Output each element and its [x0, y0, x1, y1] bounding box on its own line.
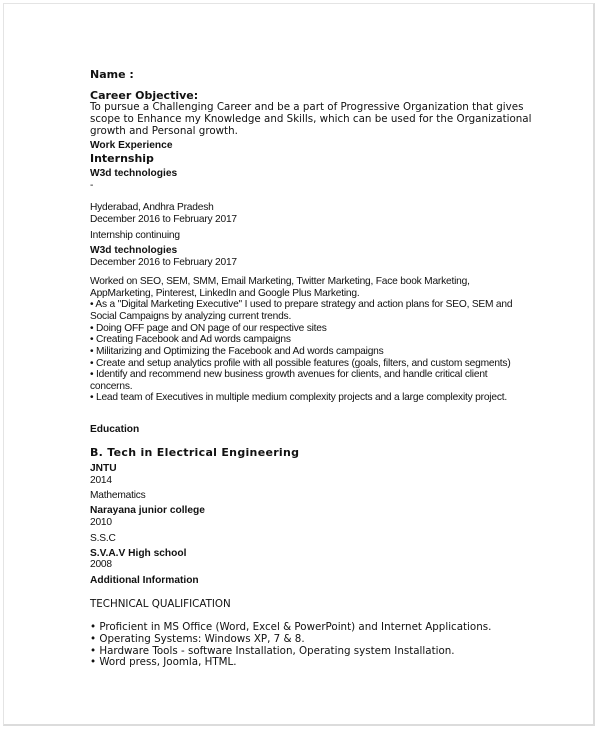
internship-heading: Internship	[90, 152, 154, 165]
education-year: 2014	[90, 475, 112, 486]
objective-line: scope to Enhance my Knowledge and Skills, which can be used for the Organizational	[90, 113, 532, 125]
education-year: 2010	[90, 517, 112, 528]
degree-title: B. Tech in Electrical Engineering	[90, 446, 300, 459]
objective-line: growth and Personal growth.	[90, 125, 238, 137]
job-description-line: • Militarizing and Optimizing the Facebook and Ad words campaigns	[90, 346, 384, 357]
objective-line: To pursue a Challenging Career and be a part of Progressive Organization that gives	[90, 101, 524, 113]
resume-page	[3, 3, 595, 726]
qualification-item: • Word press, Joomla, HTML.	[90, 656, 237, 668]
work-experience-heading: Work Experience	[90, 140, 173, 151]
job-description-line: concerns.	[90, 381, 133, 392]
job-description-line: • Create and setup analytics profile with all possible features (goals, filters, and custom segments)	[90, 358, 511, 369]
job-description-line: • Doing OFF page and ON page of our respective sites	[90, 323, 327, 334]
job-dates: December 2016 to February 2017	[90, 214, 237, 225]
job-description-line: • Lead team of Executives in multiple medium complexity projects and a large complexity project.	[90, 392, 507, 403]
job-company: W3d technologies	[90, 168, 178, 179]
education-field: S.S.C	[90, 533, 116, 544]
career-objective-heading: Career Objective:	[90, 89, 199, 102]
education-institution: JNTU	[90, 463, 117, 474]
additional-info-heading: Additional Information	[90, 575, 199, 586]
name-label: Name :	[90, 68, 134, 81]
job-company: W3d technologies	[90, 245, 178, 256]
qualification-item: • Hardware Tools - software Installation, Operating system Installation.	[90, 645, 455, 657]
job-description-line: • As a "Digital Marketing Executive" I used to prepare strategy and action plans for SEO, SEM and	[90, 299, 513, 310]
qualification-item: • Proficient in MS Office (Word, Excel & PowerPoint) and Internet Applications.	[90, 621, 492, 633]
education-heading: Education	[90, 424, 140, 435]
job-description-line: • Creating Facebook and Ad words campaigns	[90, 334, 291, 345]
job-dash: -	[90, 180, 94, 191]
education-institution: S.V.A.V High school	[90, 548, 187, 559]
job-description-line: • Identify and recommend new business growth avenues for clients, and handle critical client	[90, 369, 488, 380]
job-dates: December 2016 to February 2017	[90, 257, 237, 268]
education-institution: Narayana junior college	[90, 505, 205, 516]
technical-qualification-heading: TECHNICAL QUALIFICATION	[90, 598, 231, 610]
qualification-item: • Operating Systems: Windows XP, 7 & 8.	[90, 633, 305, 645]
job-description-line: Social Campaigns by analyzing current trends.	[90, 311, 292, 322]
job-description-line: AppMarketing, Pinterest, LinkedIn and Google Plus Marketing.	[90, 288, 360, 299]
job-location: Hyderabad, Andhra Pradesh	[90, 202, 214, 213]
education-year: 2008	[90, 559, 112, 570]
job-description-line: Worked on SEO, SEM, SMM, Email Marketing, Twitter Marketing, Face book Marketing,	[90, 276, 470, 287]
education-field: Mathematics	[90, 490, 146, 501]
job-note: Internship continuing	[90, 230, 180, 241]
